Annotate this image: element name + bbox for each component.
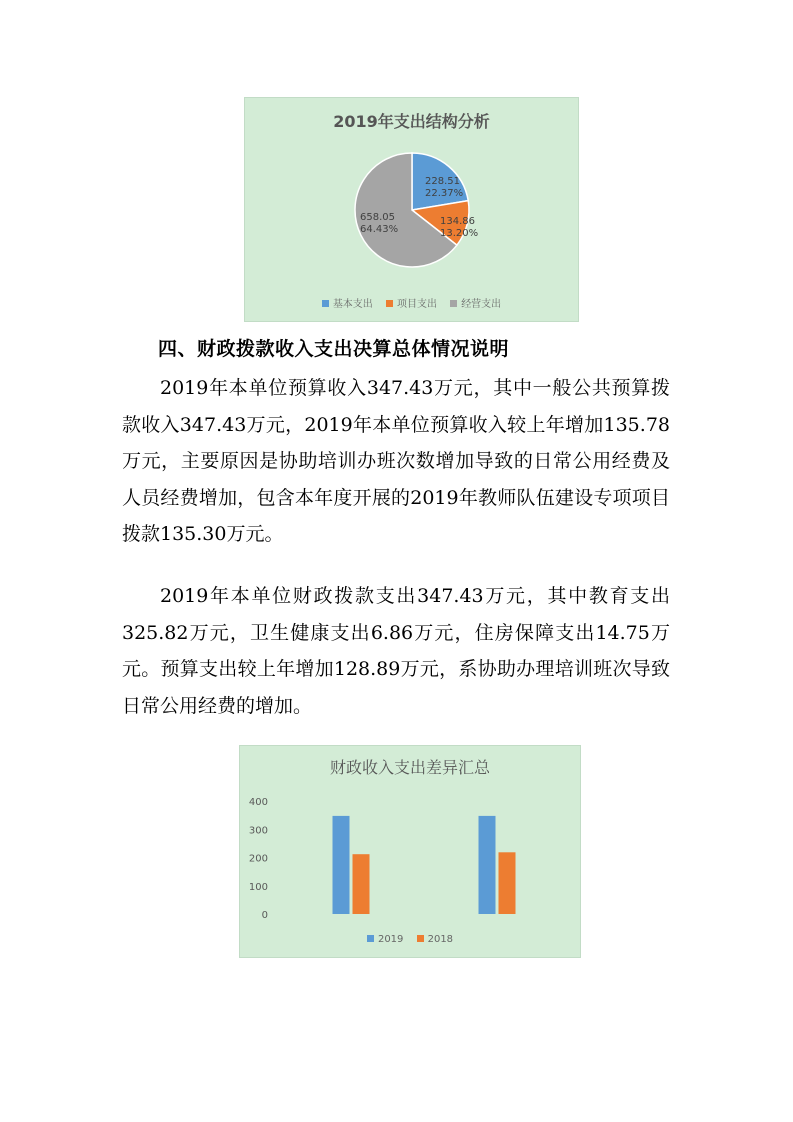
y-tick-label: 200 — [248, 853, 268, 865]
paragraph: 2019年本单位财政拨款支出347.43万元，其中教育支出325.82万元，卫生健康支出6.86万元，住房保障支出14.75万元。预算支出较上年增加128.89万元，系协助办理培训班次导致日常公用经费的增加。 — [122, 585, 670, 717]
legend-item-project — [386, 295, 437, 310]
pie-chart — [244, 97, 579, 322]
legend-swatch — [367, 935, 374, 942]
bar-chart — [239, 745, 581, 958]
bar — [499, 852, 516, 914]
pie-chart-title: 2019年支出结构分析 — [333, 112, 490, 131]
legend-label: 基本支出 — [332, 299, 373, 310]
pie-data-label-value: 228.51 — [425, 176, 460, 187]
bar — [353, 854, 370, 914]
pie-data-label-value: 658.05 — [360, 212, 395, 223]
bar-legend — [240, 934, 580, 945]
legend-label: 经营支出 — [461, 299, 502, 310]
legend-item-operating — [450, 295, 501, 310]
section-heading: 四、财政拨款收入支出决算总体情况说明 — [158, 338, 510, 360]
legend-label: 2019 — [377, 934, 404, 945]
y-tick-label: 0 — [261, 910, 268, 921]
pie-legend — [245, 295, 578, 310]
bar-chart-plot — [240, 746, 582, 959]
legend-label: 项目支出 — [397, 299, 437, 310]
pie-data-label-percent: 13.20% — [440, 228, 479, 239]
legend-label: 2018 — [427, 934, 454, 945]
legend-swatch — [322, 300, 329, 307]
bar — [333, 816, 350, 914]
y-tick-label: 100 — [248, 881, 268, 893]
y-tick-label: 400 — [248, 797, 268, 808]
legend-item-basic — [322, 295, 373, 310]
legend-swatch — [386, 300, 393, 307]
legend-item-2018 — [417, 934, 453, 945]
bar-chart-title: 财政收入支出差异汇总 — [329, 758, 490, 777]
paragraph: 2019年本单位预算收入347.43万元，其中一般公共预算拨款收入347.43万元，2019年本单位预算收入较上年增加135.78万元，主要原因是协助培训办班次数增加导致的日常公用经费及人员经费增加，包含本年度开展的2019年教师队伍建设专项项目拨款135.30万元。 — [122, 377, 670, 545]
legend-swatch — [450, 300, 457, 307]
legend-item-2019 — [367, 934, 403, 945]
legend-swatch — [417, 935, 424, 942]
y-tick-label: 300 — [248, 825, 268, 837]
pie-data-label-percent: 22.37% — [425, 188, 464, 199]
pie-data-label-percent: 64.43% — [360, 224, 399, 235]
pie-data-label-value: 134.86 — [440, 216, 475, 227]
pie-chart-plot — [245, 98, 580, 323]
bar — [479, 816, 496, 914]
